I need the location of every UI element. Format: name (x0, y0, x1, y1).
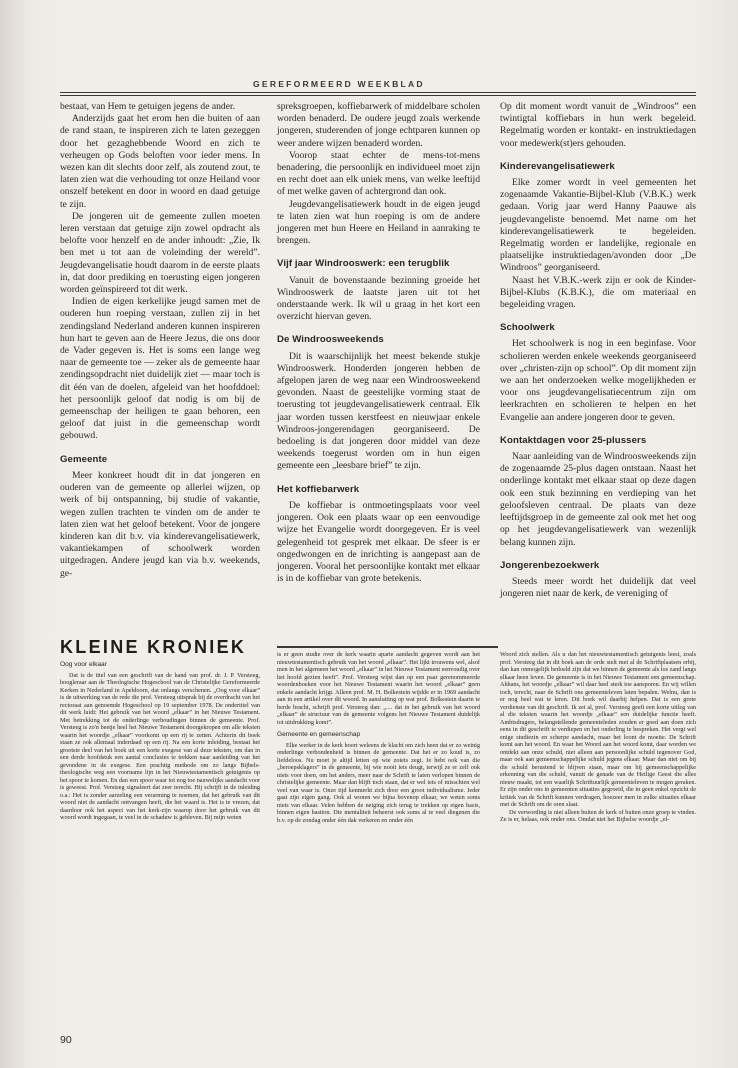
paragraph: Steeds meer wordt het duidelijk dat veel jongeren niet naar de kerk, de vereniging of (500, 575, 696, 600)
paragraph: Naar aanleiding van de Windroosweekends zijn de zogenaamde 25-plus dagen ontstaan. Naast het onderlinge kontakt met elkaar staat op deze dagen ook een stuk bezinning en verdieping van het geloofsleven centraal. De plaats van deze leeftijdsgroep in de gemeente zal ook met het oog op het jeugdevangelisatiewerk van wezenlijk belang kunnen zijn. (500, 451, 696, 548)
article-column-2 (277, 101, 480, 585)
section-heading: Het koffiebarwerk (277, 483, 360, 495)
paragraph: Anderzijds gaat het erom hen die buiten of aan de rand staan, te inspireren zich te laten gezeggen door het gezaghebbende Woord en zich te verheugen op Gods beloften voor ieder mens. In wezen kan dit slechts door zelf, als zoutend zout, te laten zien wat die verhouding tot onze Heiland voor onszelf betekent en door in woord en daad getuige te zijn. (60, 113, 260, 210)
kroniek-title-rule (277, 646, 498, 648)
paragraph: bestaat, van Hem te getuigen jegens de ander. (60, 101, 236, 112)
paragraph: Dat is de titel van een geschrift van de hand van prof. dr. J. P. Versteeg, hoogleraar aan de Theologische Hogeschool van de Christelijke Gereformeerde Kerken in Nederland in Apeldoorn, dat onlangs verschenen. „Oog voor elkaar” is de uitwerking van de rede die prof. Versteeg uitsprak bij de overdracht van het rectoraat aan genoemde Hogeschool op 19 september 1978. De ondertitel van dit werk luidt: Het gebruik van het woord „elkaar” in het Nieuwe Testament. Met betrekking tot de onderlinge verhoudingen binnen de gemeente. Prof. Versteeg is zo'n beetje heel het Nieuwe Testament doorgekropen om alle teksten waarin het woordje „elkaar” voorkomt op een rij te zetten. Achterin dit boek staan ze ook allemaal inderdaad op een rij. Na een korte inleiding, bestaat het grootste deel van het boek uit een korte exegese van al deze teksten, om dan in een derde hoofdstuk een aantal conclusies te trekken naar aanleiding van het gevondene in de exegese. Een prachtig methode om zo langs Bijbels-theologische weg een voorname lijn in het Nieuwtestamentisch getuigenis op het spoor te komen. En dan een spoor waar tot nog toe nauwelijks aandacht voor is geweest. Prof. Versteeg signaleert dat zeer terecht. Hij schrijft in de inleiding o.a.: Het is zonder aarzeling een verarming te noemen, dat het gebruik van dit woord niet de aandacht ontvangen heeft, die het waard is. Het is te vrezen, dat daardoor ook het aspect van het kerk-zijn waarop door het gebruik van dit woord wordt ingegaan, te veel in de schaduw is gebleven. Bij mijn weten (60, 671, 260, 821)
paragraph: Woord zich stellen. Als u dan het nieuwtestamentisch getuigenis leest, zoals prof. Versteeg dat in dit boek aan de orde stelt met al de Schriftplaatsen erbij, dan kan onmogelijk bedoeld zijn dat we binnen de gemeente als los zand langs elkaar heen leven. De gemeente is in het Nieuwe Testament een gemeenschap. Ahhans, het woordje „elkaar” wil daar heel sterk toe aansporen. En wij willen toch, terecht, naar de Schrift ons gemeenteleven laten bepalen. Welnu, dan is er nog heel wat te leren. Dit boek wil daarbij helpen. Dat is een grote verdienste van dit geschrift. Ik zei al, prof. Versteeg geeft een korte uitleg van al die teksten waarin het woordje „elkaar” een duidelijke functie heeft. Ambtsdragers, belangstellende gemeenteleden zouden er goed aan doen zich eens in dit geschrift te verdiepen en het onderling te bespreken. Het vergt wel enige studiezin en scherpe aandacht, maar het loont de moeite. De Schrift komt aan het woord. En waar het Woord aan het woord komt, daar worden we ontdekt aan onze schuld, niet alleen aan persoonlijke schuld tegenover God, maar ook aan gemeenschappelijke schuld jegens elkaar. Maar dan niet om bij die schuld berustend te blijven staan, maar om bij gemeenschappelijke erkenning van die schuld, vanuit de genade van de Heilige Geest die alles nieuw maakt, tot een waarlijk Schriftuurlijk gemeenteleven te mogen geraken. Er zijn onder ons in gemeenten situaties gegroeid, die in geen enkel opzicht de kritiek van de Schrift kunnen verdragen, hoezeer men in zulke situaties elkaar met de Schrift om de oren slaat. (500, 651, 696, 808)
paragraph: Dit is waarschijnlijk het meest bekende stukje Windrooswerk. Honderden jongeren hebben de afgelopen jaren de weg naar een Windroosweekend gevonden. Naast de geestelijke vorming staat de toerusting tot jeugdevangelisatiewerk centraal. Elk jaar worden tussen kerstfeest en nieuwjaar enkele Windroos-jongerendagen georganiseerd. De bedoeling is dat jongeren door middel van deze weekends toegerust worden om in hun eigen gemeente een „leesbare brief” te zijn. (277, 350, 480, 472)
section-heading: Kinderevangelisatiewerk (500, 160, 615, 172)
section-heading: Jongerenbezoekwerk (500, 559, 600, 571)
section-heading: Vijf jaar Windrooswerk: een terugblik (277, 258, 450, 270)
section-heading: Schoolwerk (500, 322, 555, 334)
header-rule-bottom (60, 95, 696, 96)
paragraph: Naast het V.B.K.-werk zijn er ook de Kinder-Bijbel-Klubs (K.B.K.), die om materiaal en begeleiding vragen. (500, 274, 696, 311)
paragraph: Het schoolwerk is nog in een beginfase. Voor scholieren werden enkele weekends georganiseerd over „christen-zijn op school”. Op dit moment zijn we aan het onderzoeken welke mogelijkheden er voor ons jeugdevangelisatiecentrum zijn om leerkrachten en scholieren te helpen en het Evangelie aan andere jongeren door te geven. (500, 338, 696, 423)
paragraph: De jongeren uit de gemeente zullen moeten leren verstaan dat getuige zijn zowel opdracht als belofte voor henzelf en de ander inhoudt: „Zie, Ik ben met u tot aan de voleinding der wereld”. Jeugdevangelisatie houdt daarom in de eerste plaats in, dat door prediking en toerusting eigen jongeren worden geïnspireerd tot dit werk. (60, 210, 260, 296)
section-heading: De Windroosweekends (277, 334, 384, 346)
paragraph: Elke zomer wordt in veel gemeenten het zogenaamde Vakantie-Bijbel-Klub (V.B.K.) werk gedaan. Vorig jaar werd Hanny Paauwe als jeugdevangeliste benoemd. Met name om het kinderevangelisatiewerk te begeleiden. Regelmatig worden er landelijke, regionale en plaatselijke instruktiedagen/avonden door „De Windroos” georganiseerd. (500, 177, 696, 274)
paragraph: De verwording is niet alleen buiten de kerk of buiten onze groep te vinden. Ze is er, helaas, ook onder ons. Omdat niet het Bijbelse woordje „el- (500, 808, 696, 823)
section-heading: Gemeente (60, 453, 108, 465)
paragraph: Voorop staat echter de mens-tot-mens benadering, die persoonlijk en individueel moet zijn en recht doet aan elk uniek mens, van welke leeftijd of met welke gaven of achtergrond dan ook. (277, 149, 480, 198)
paragraph: De koffiebar is ontmoetingsplaats voor veel jongeren. Ook een plaats waar op een eenvoudige wijze het Evangelie wordt doorgegeven. Er is veel gelegenheid tot gesprek met elkaar. De sfeer is er ongedwongen en de inrichting is aangepast aan de jongeren. Vooral het persoonlijke kontakt met elkaar is in de koffiebar van grote betekenis. (277, 499, 480, 585)
paragraph: Meer konkreet houdt dit in dat jongeren en ouderen van de gemeente op allerlei wijzen, op werk of bij ontspanning, bij studie of vakantie, wegen zullen trachten te vinden om de ander te laten zien wat het geloof betekent. Voor de jongere kinderen kan dit b.v. via kinderevangelisatiewerk, vakantiekampen of schoolwerk worden uitgedragen. Andere jeugd kan via b.v. weekends, ge- (60, 469, 260, 579)
kroniek-column-2 (277, 651, 480, 824)
section-heading: Oog voor elkaar (60, 661, 107, 668)
paragraph: is er geen studie over de kerk waarin aparte aandacht gegeven wordt aan het nieuwtestamentisch gebruik van het woord „elkaar”. Het lijkt trouwens wel, alsof men in het algemeen het woord „elkaar” in het Nieuwe Testament eenvoudig over het hoofd gezien heeft”. Prof. Versteeg wijst dan op een paar gerenommeerde woordenboeken voor het Nieuwe Testament waarin het woord „elkaar” geen enkele aandacht krijgt. Alleen prof. M. H. Bolkestein wijdde er in 1969 aandacht aan in een artikel over dit woord. In aansluiting op wat prof. Bolkestein daarin te berde bracht, schrijft prof. Versteeg dan: „.... dat in het gebruik van het woord „elkaar” de structuur van de gemeente volgens het Nieuwe Testament duidelijk tot uitdrukking komt”. (277, 651, 480, 726)
paragraph: Elke werker in de kerk hoort weleens de klacht om zich heen dat er zo weinig onderlinge verbondenheid is binnen de gemeente. Dat het er zo koud is, zo liefdeloos. Nu moet je altijd letten op wie zoiets zegt. Je hebt ook van die „beroepsklagers” in de gemeente, bij wie nooit iets deugt, terwijl ze er zelf ook niets voor doen, om het anders, meer naar de Schrift te laten verlopen binnen de christelijke gemeente. Maar dan blijft toch staan, dat er wel iets of misschien wel veel van waar is. Onze tijd kenmerkt zich door een groot individualisme. Ieder gaat zijn eigen gang. Ook al wonen we bijna bovenop elkaar, we weten soms niets van elkaar. Velen hebben de neiging zich terug te trekken op eigen basis, binnen eigen bastion. Die mentaliteit beheerst ook soms al te veel diegenen die b.v. op de zondag onder één dak verkeren en onder één (277, 741, 480, 824)
kroniek-column-3 (500, 651, 696, 824)
kroniek-column-1 (60, 661, 260, 822)
page-number: 90 (60, 1034, 72, 1046)
magazine-header-title: GEREFORMEERD WEEKBLAD (253, 79, 425, 89)
paragraph: spreksgroepen, koffiebarwerk of middelbare scholen worden benaderd. De oudere jeugd zoals werkende jongeren, studerenden of jonge echtparen kunnen op weer andere wijzen benaderd worden. (277, 101, 480, 149)
paragraph: Op dit moment wordt vanuit de „Windroos” een twintigtal koffiebars in hun werk begeleid. Regelmatig worden er kontakt- en instruktiedagen voor medewerk(st)ers gehouden. (500, 101, 696, 149)
article-column-3 (500, 101, 696, 600)
kroniek-title: KLEINE KRONIEK (60, 637, 247, 657)
paragraph: Indien de eigen kerkelijke jeugd samen met de ouderen hun roeping verstaan, zullen zij in het zendingsland Nederland anderen kunnen inspireren hun hart te geven aan de Heere Jezus, die ons door de Vader gegeven is. Het is soms een lange weg naar de gemeente toe — zeker als de gemeente haar zendingsopdracht niet duidelijk ziet — maar toch is dit één van de doelen, afgeleid van het hoofddoel: het persoonlijk geloof dat nodig is om bij de gemeenschap der heiligen te gaan behoren, een geloof dat juist in die gemeenschap wordt gebouwd. (60, 296, 260, 442)
section-heading: Gemeente en gemeenschap (277, 731, 361, 738)
article-column-1 (60, 101, 260, 580)
header-rule-top (60, 92, 696, 93)
paragraph: Vanuit de bovenstaande bezinning groeide het Windrooswerk de laatste jaren uit tot het onderstaande werk. Ik wil u graag in het kort een overzicht hiervan geven. (277, 274, 480, 323)
section-heading: Kontaktdagen voor 25-plussers (500, 434, 647, 446)
paragraph: Jeugdevangelisatiewerk houdt in de eigen jeugd te laten zien wat hun roeping is om de andere jongeren met hun Heere en Heiland in aanraking te brengen. (277, 198, 480, 247)
